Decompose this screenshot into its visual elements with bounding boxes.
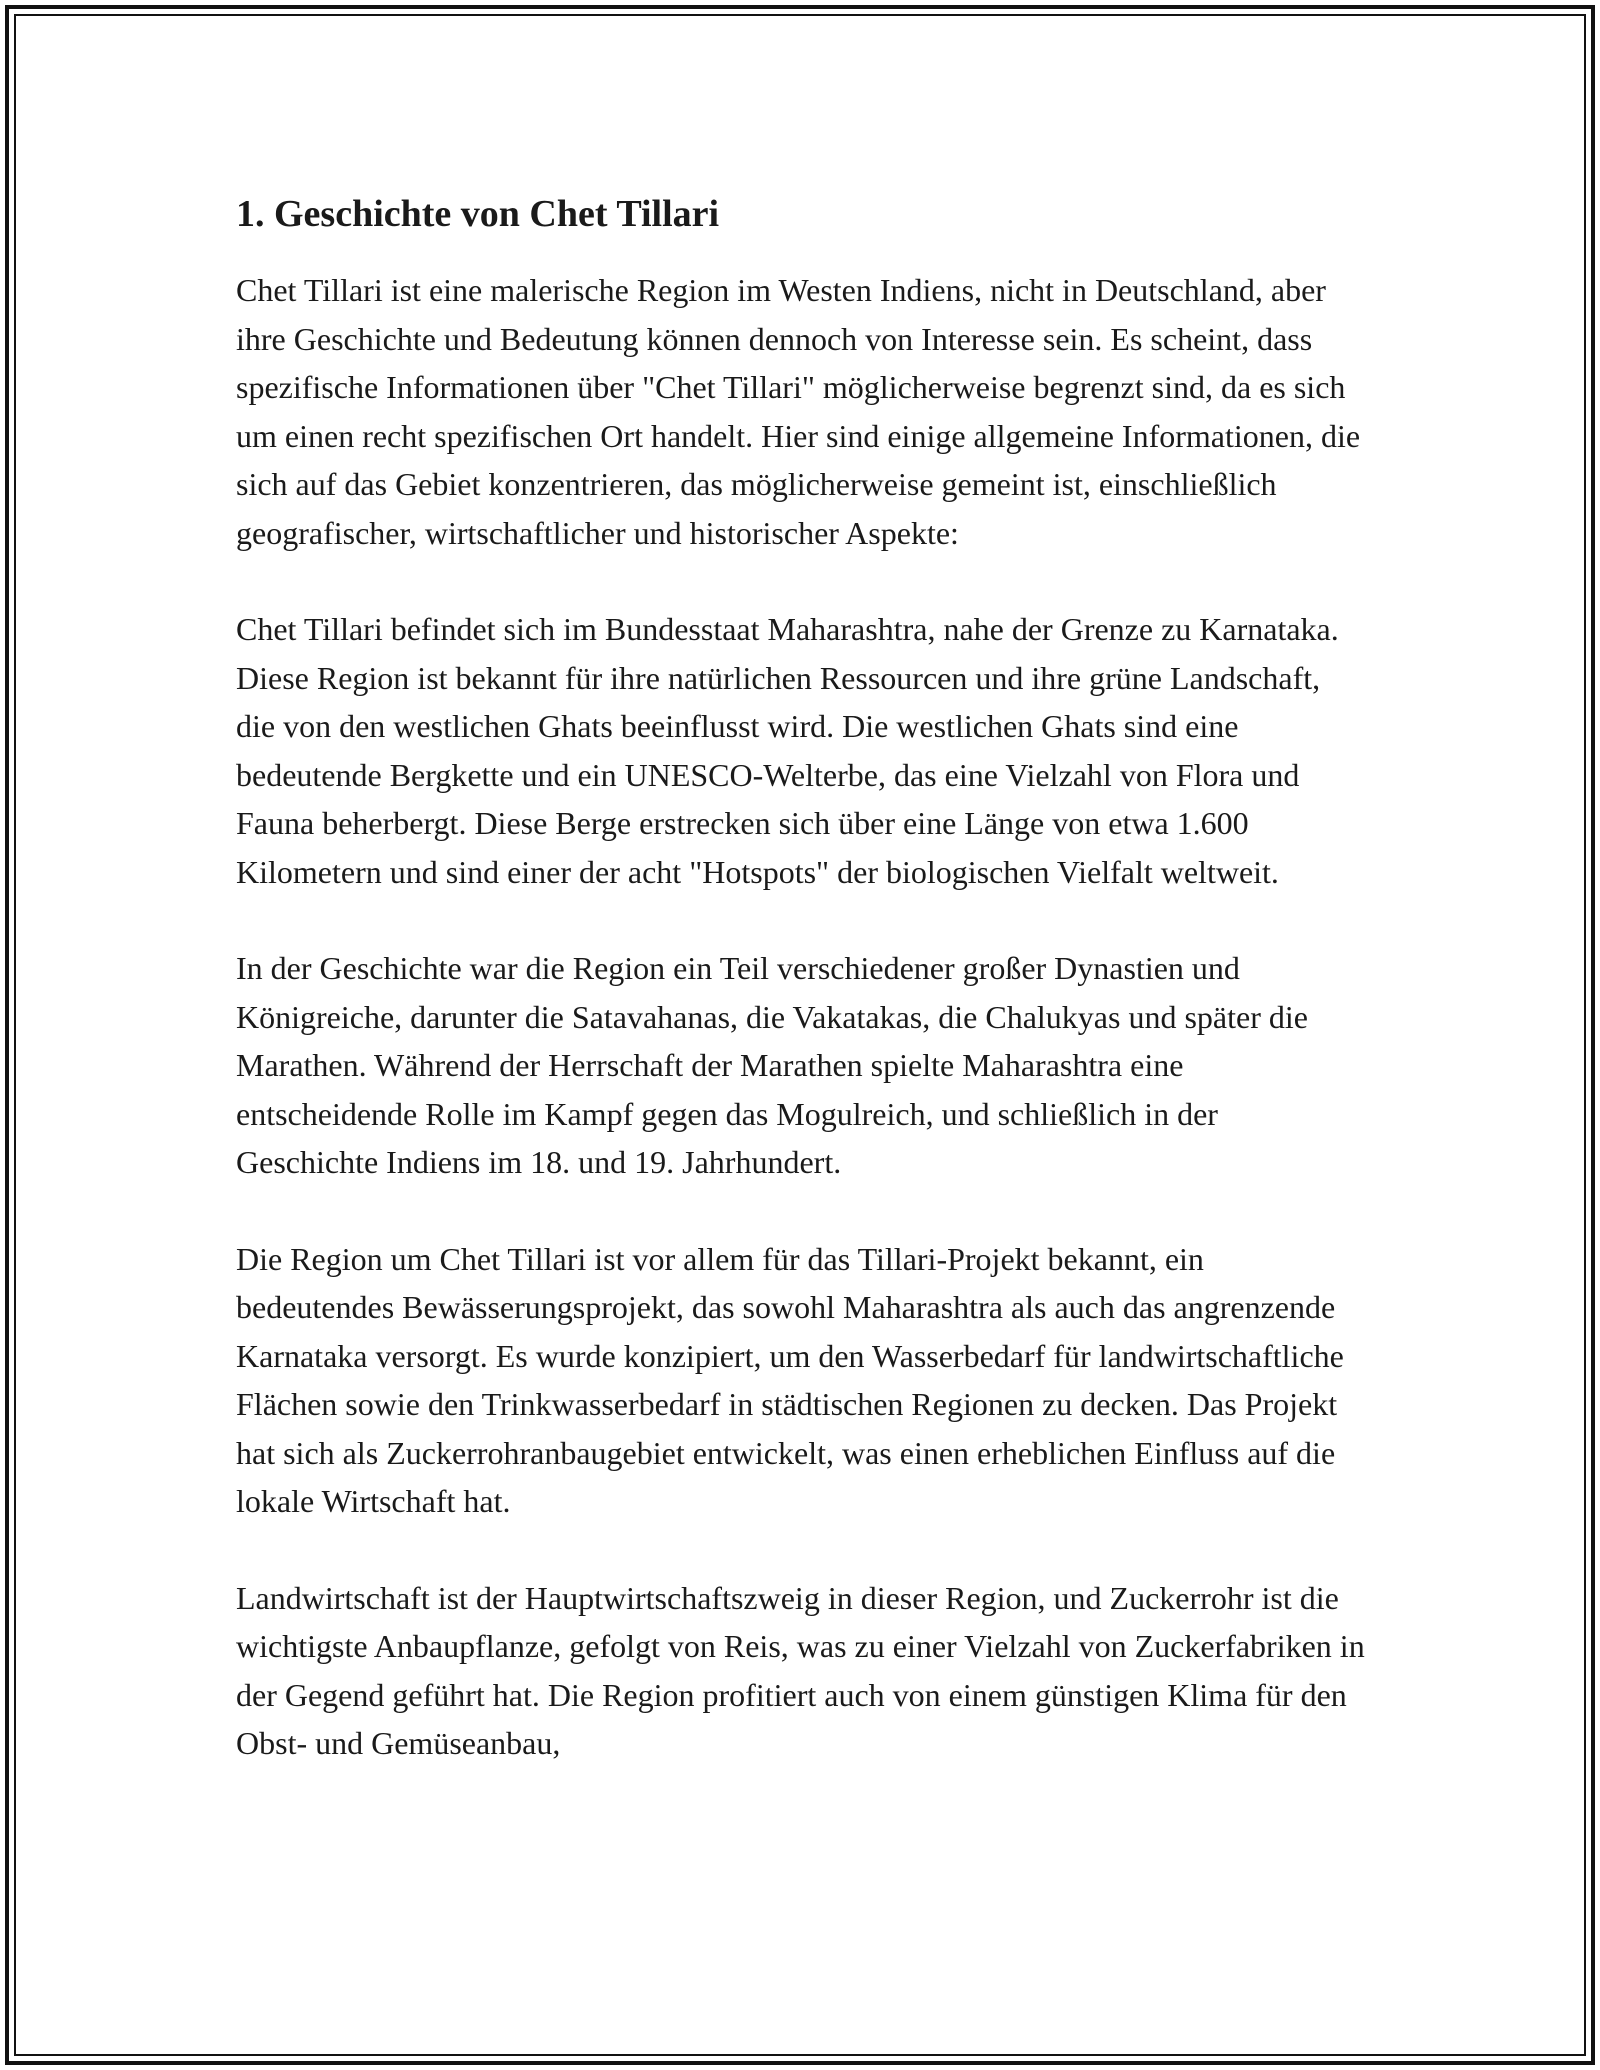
paragraph-history: In der Geschichte war die Region ein Teil verschiedener großer Dynastien und Königreiche, darunter die Satavahanas, die Vakatakas, die Chalukyas und später die Marathen. Während der Herrschaft der Marathen spielte Maharashtra eine entscheidende Rolle im Kampf gegen das Mogulreich, und schließlich in der Geschichte Indiens im 18. und 19. Jahrhundert. — [236, 950, 1308, 1180]
paragraph-tillari-project: Die Region um Chet Tillari ist vor allem für das Tillari-Projekt bekannt, ein bedeutendes Bewässerungsprojekt, das sowohl Maharashtra als auch das angrenzende Karnataka versorgt. Es wurde konzipiert, um den Wasserbedarf für landwirtschaftliche Flächen sowie den Trinkwasserbedarf in städtischen Regionen zu decken. Das Projekt hat sich als Zuckerrohranbaugebiet entwickelt, was einen erheblichen Einfluss auf die lokale Wirtschaft hat. — [236, 1240, 1344, 1519]
paragraph-agriculture: Landwirtschaft ist der Hauptwirtschaftszweig in dieser Region, und Zuckerrohr ist die wichtigste Anbaupflanze, gefolgt von Reis, was zu einer Vielzahl von Zuckerfabriken in der Gegend geführt hat. Die Region profitiert auch von einem günstigen Klima für den Obst- und Gemüseanbau, — [236, 1579, 1365, 1761]
section-title: 1. Geschichte von Chet Tillari — [236, 193, 720, 235]
paragraph-intro: Chet Tillari ist eine malerische Region im Westen Indiens, nicht in Deutschland, aber ihre Geschichte und Bedeutung können dennoch von Interesse sein. Es scheint, dass spezifische Informationen über "Chet Tillari" möglicherweise begrenzt sind, da es sich um einen recht spezifischen Ort handelt. Hier sind einige allgemeine Informationen, die sich auf das Gebiet konzentrieren, das möglicherweise gemeint ist, einschließlich geografischer, wirtschaftlicher und historischer Aspekte: — [236, 272, 1361, 551]
paragraph-geography: Chet Tillari befindet sich im Bundesstaat Maharashtra, nahe der Grenze zu Karnataka. Diese Region ist bekannt für ihre natürlichen Ressourcen und ihre grüne Landschaft, die von den westlichen Ghats beeinflusst wird. Die westlichen Ghats sind eine bedeutende Bergkette und ein UNESCO-Welterbe, das eine Vielzahl von Flora und Fauna beherbergt. Diese Berge erstrecken sich über eine Länge von etwa 1.600 Kilometern und sind einer der acht "Hotspots" der biologischen Vielfalt weltweit. — [236, 611, 1339, 890]
document-body — [236, 188, 1366, 1816]
